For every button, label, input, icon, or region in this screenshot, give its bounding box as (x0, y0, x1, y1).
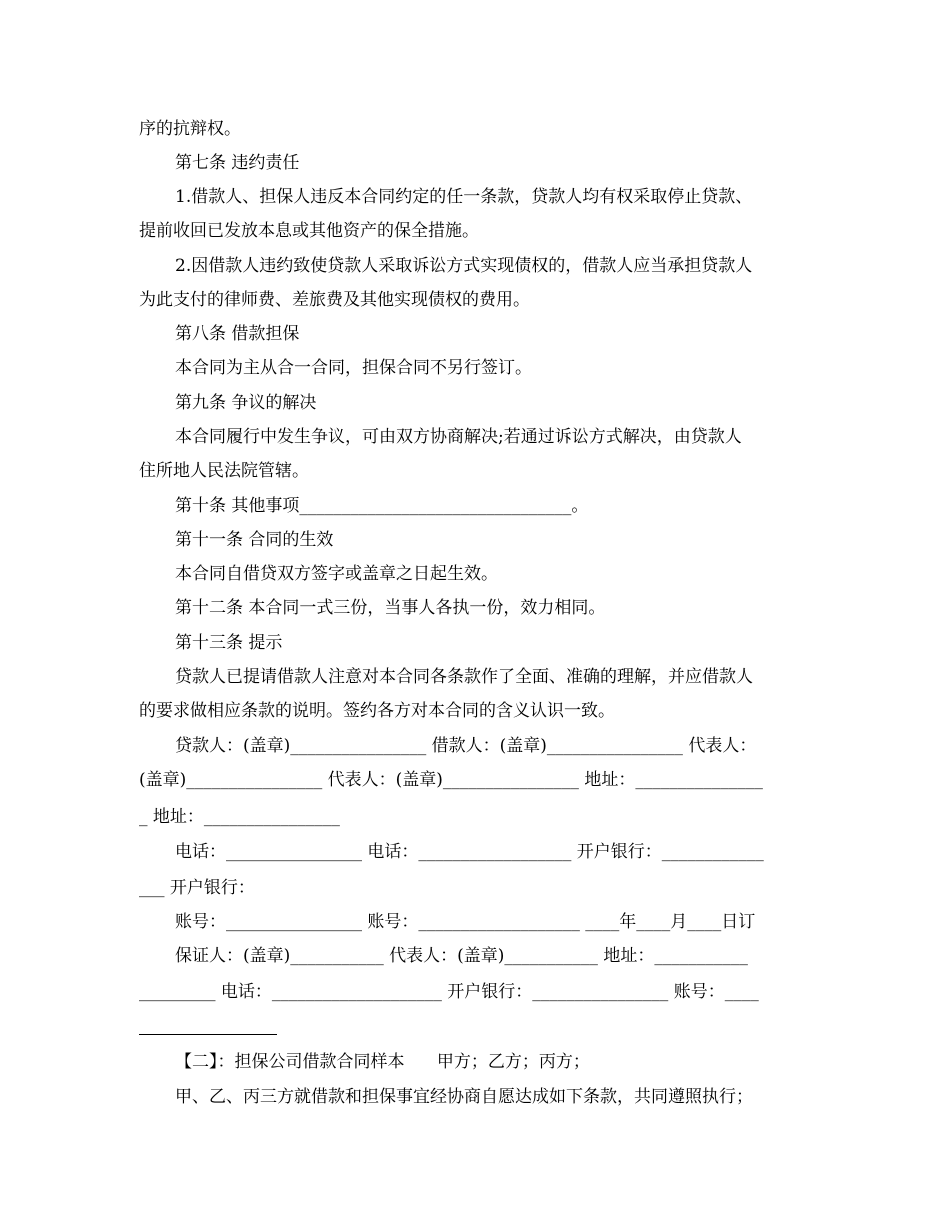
text-line: 1.借款人、担保人违反本合同约定的任一条款，贷款人均有权采取停止贷款、 (175, 187, 753, 207)
signature-block-line: 贷款人：(盖章)________________ 借款人：(盖章)________________ 代表人： (175, 736, 757, 756)
article-heading: 第十三条 提示 (175, 633, 283, 653)
text-line: 为此支付的律师费、差旅费及其他实现债权的费用。 (139, 290, 530, 310)
text-line: 住所地人民法院管辖。 (139, 461, 309, 481)
article-heading: 第十条 其他事项________________________________。 (175, 496, 589, 516)
signature-block-line: 保证人：(盖章)___________ 代表人：(盖章)___________ 地址：___________ (175, 946, 748, 966)
section-heading: 【二】：担保公司借款合同样本 甲方；乙方；丙方； (175, 1052, 590, 1072)
text-line: 本合同为主从合一合同，担保合同不另行签订。 (175, 358, 532, 378)
text-line: 序的抗辩权。 (139, 119, 241, 139)
text-line: 本合同履行中发生争议，可由双方协商解决;若通过诉讼方式解决，由贷款人 (175, 427, 742, 447)
signature-block-line: ___ 开户银行： (139, 878, 255, 898)
article-heading: 第八条 借款担保 (175, 324, 300, 344)
text-line: 贷款人已提请借款人注意对本合同各条款作了全面、准确的理解，并应借款人 (175, 667, 753, 687)
signature-block-line: (盖章)________________ 代表人：(盖章)________________ 地址：_______________ (139, 770, 763, 790)
text-line: 提前收回已发放本息或其他资产的保全措施。 (139, 221, 479, 241)
signature-block-line: _________ 电话：____________________ 开户银行：________________ 账号：____ (139, 982, 759, 1002)
article-heading: 第七条 违约责任 (175, 153, 300, 173)
text-line: 2.因借款人违约致使贷款人采取诉讼方式实现债权的，借款人应当承担贷款人 (175, 256, 753, 276)
article-heading: 第九条 争议的解决 (175, 393, 317, 413)
signature-block-line: _ 地址：________________ (139, 807, 340, 827)
text-line: 甲、乙、丙三方就借款和担保事宜经协商自愿达成如下条款，共同遵照执行； (175, 1087, 753, 1107)
text-line: 的要求做相应条款的说明。签约各方对本合同的含义认识一致。 (139, 701, 615, 721)
article-heading: 第十二条 本合同一式三份，当事人各执一份，效力相同。 (175, 598, 606, 618)
signature-block-line: 电话：________________ 电话：__________________ 开户银行：____________ (175, 842, 764, 862)
text-line: 本合同自借贷双方签字或盖章之日起生效。 (175, 564, 498, 584)
separator-line (139, 1034, 277, 1035)
signature-block-line: 账号：________________ 账号：___________________ ____年____月____日订 (175, 912, 756, 932)
article-heading: 第十一条 合同的生效 (175, 530, 334, 550)
